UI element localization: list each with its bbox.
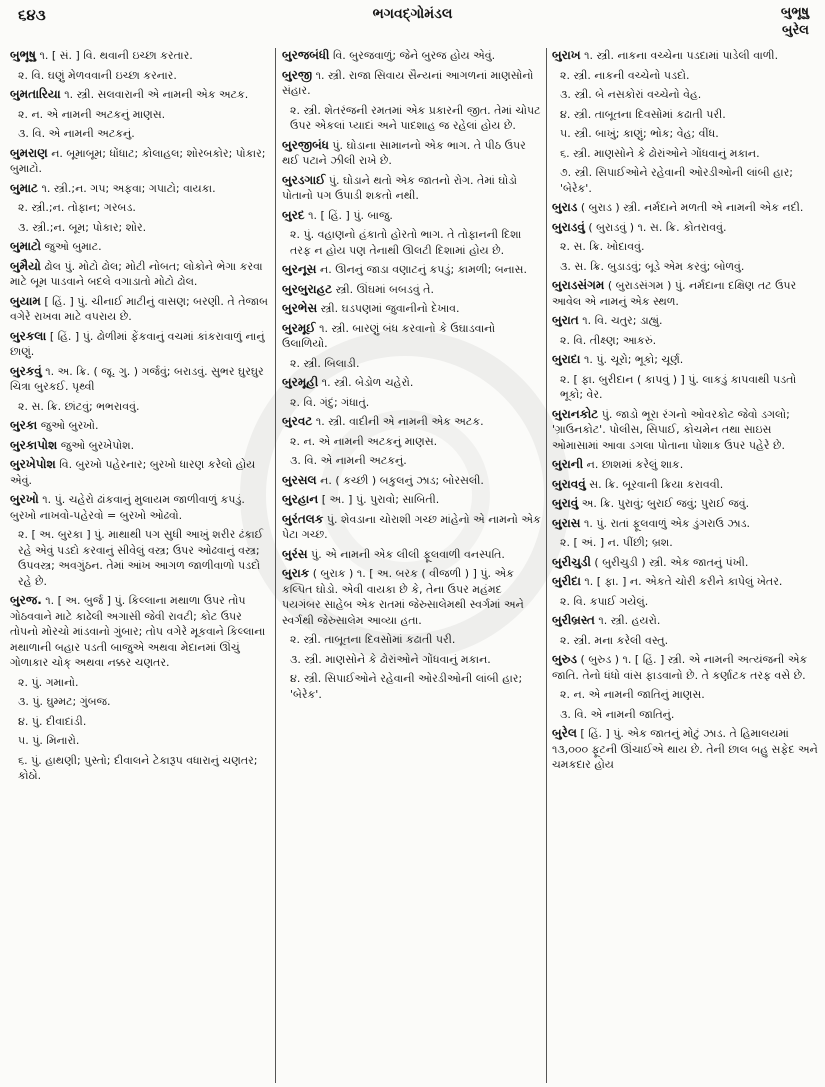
headword: બુરકા [10,418,38,432]
dictionary-entry [280,671,542,702]
headword: બુરીદા [552,574,581,588]
definition-text: ૬. પું. હાથણી; પુસ્તો; દીવાલને ટેકારૂપ વધારાનું ચણતર; કોઠો. [18,753,258,782]
definition-text: ન. ઊનનું જાડા વણાટનું કપડું; કામળી; બનાસ. [320,263,527,276]
headword: બુરીબ્રસ્ત [552,613,595,627]
dictionary-entry [550,126,818,142]
guide-word-top: બુભૂષુ [780,5,809,20]
definition-text: સ્ત્રી. ઊંઘમાં બબડવું તે. [335,282,434,296]
dictionary-entry [280,282,542,298]
dictionary-entry [8,87,270,103]
dictionary-entry [280,547,542,563]
definition-text: ૫. સ્ત્રી. બાખું; કાણું; ભોક; વેહ; વીંધ. [560,127,719,140]
definition-text: ૩. વિ. એ નામની જાતિનું. [560,707,675,721]
dictionary-entry [280,414,542,430]
dictionary-entry [550,613,818,629]
dictionary-entry [8,418,270,434]
headword: બુરાડસંગમ [552,278,605,292]
page-header [0,0,825,44]
dictionary-entry [8,259,270,290]
definition-text: ૨. વિ. કપાઈ ગયેલું. [560,594,649,608]
dictionary-entry [8,329,270,360]
dictionary-entry [280,632,542,648]
headword: બુમૈયો [10,258,41,273]
headword: બુરાવું [552,496,579,510]
definition-text: ૨. ન. એ નામની જાતિનું માણસ. [560,688,705,701]
column-left [8,48,270,1083]
dictionary-entry [550,574,818,590]
headword: બુરજી [282,67,313,82]
definition-text: ( બુરુડ ) ૧. [ હિં. ] સ્ત્રી. એ નામની અત્યંજની એક જાતિ. તેનો ધંધો વાંસ ફાડવાનો છે. તે કર્ણાટક તરફ વસે છે. [552,653,808,682]
definition-text: ૨. સ. ક્રિ. ખોદાવવું. [560,240,645,253]
dictionary-entry [280,48,542,64]
definition-text: જુઓ બુમાટ. [44,240,102,253]
dictionary-entry [280,473,542,489]
dictionary-entry [8,48,270,64]
headword: બુરાવવું [552,476,586,491]
definition-text: પું. જાડો ભૂરા રંગનો ઓવરકોટ જેવો ડગલો; 'ગ્રાઉનકોટ'. પોલીસ, સિપાઈ, કોચમેન તથા સાઇસ ઓમાસામાં આવા ડગલા પોતાના પોશાક ઉપર પહેરે છે. [552,407,790,452]
dictionary-entry [8,126,270,142]
column-divider [546,48,547,1083]
definition-text: ૧. સ્ત્રી.;ન. ગપ; અફવા; ગપાટો; વાયકા. [41,181,216,195]
headword: બુરીચુડી [552,554,591,569]
headword: બુરાસ [552,515,581,530]
headword: બુરખેપોશ [10,457,56,471]
dictionary-entry [550,313,818,329]
definition-text: ૨. સ્ત્રી.;ન. તોફાન; ગરબડ. [18,201,136,214]
guide-words [781,4,809,40]
page-number: ૬૪૩ [18,6,46,24]
dictionary-entry [280,652,542,668]
definition-text: જુઓ બુરખો. [40,419,99,432]
definition-text: ૩. સ્ત્રી. માણસોને કે ઢોરાંઓને ગોંધવાનું મકાન. [290,652,491,666]
headword: બુભૂષુ [10,48,36,62]
dictionary-entry [550,457,818,473]
headword: બુરાત [552,313,579,327]
dictionary-entry [550,555,818,571]
dictionary-entry [280,138,542,169]
dictionary-entry [8,220,270,236]
definition-text: પું. શેવડાના ચોરાશી ગચ્છ માંહેનો એ નામનો એક પેટા ગચ્છ. [282,512,541,541]
headword: બુરનૂસ [282,262,317,276]
definition-text: જુઓ બુરખેપોશ. [60,438,135,452]
definition-text: વિ. બુરખો પહેરનાર; બુરખો ધારણ કરેલો હોય એવું. [10,458,256,487]
dictionary-entry [8,294,270,325]
headword: બુરડગાઈ [282,172,326,187]
headword: બુરંતલક [282,511,324,526]
headword: બુમાટો [10,239,42,253]
dictionary-entry [8,146,270,177]
dictionary-entry [8,675,270,691]
dictionary-entry [550,87,818,103]
dictionary-entry [280,512,542,543]
running-title: ભગવદ્ગોમંડલ [372,6,453,22]
dictionary-entry [550,333,818,349]
dictionary-entry [8,593,270,671]
definition-text: સ્ત્રી. ઘડપણમાં જુવાનીનો દેખાવ. [320,302,460,315]
headword: બુરજબંધી [282,48,330,62]
definition-text: ૩. સ્ત્રી.;ન. બૂમ; પોકાર; શોર. [18,220,147,234]
definition-text: ૨. સ્ત્રી. બિલાડી. [290,356,360,370]
definition-text: ૨. [ ફા. બુરીદાન ( કાપવું ) ] પું. લાકડું કાપવાથી પડતો ભૂકો; વેર. [560,372,797,401]
definition-text: ૩. વિ. એ નામની અટકનું. [290,454,407,467]
dictionary-entry [550,652,818,683]
headword: બુરદ [282,207,305,222]
definition-text: ૭. સ્ત્રી. સિપાઈઓને રહેવાની ઓરડીઓની લાંબી હાર; 'બેરેક'. [560,166,793,195]
definition-text: ( બુરાડ ) સ્ત્રી. નર્મદાને મળતી એ નામની એક નદી. [580,201,804,214]
headword: બુરવટ [282,414,313,428]
definition-text: ૨. સ્ત્રી. નાકની વચ્ચેનો પડદો. [560,68,690,82]
headword: બુરસલ [282,472,317,487]
dictionary-entry [280,68,542,99]
headword: બુરંસ [282,546,308,561]
dictionary-entry [550,146,818,162]
definition-text: ૧. સ્ત્રી. નાકના વચ્ચેના પડદામાં પાડેલી વાળી. [584,49,779,62]
dictionary-entry [280,227,542,258]
definition-text: ૩. પું. ઘુમ્મટ; ગુંબજ. [18,695,111,708]
headword: બુરેલ [552,726,577,740]
dictionary-entry [550,633,818,649]
headword: બુરાની [552,457,584,471]
dictionary-entry [280,103,542,134]
dictionary-entry [8,694,270,710]
definition-text: વિ. બુરજવાળું; જેને બુરજ હોય એવું. [332,49,496,62]
dictionary-entry [550,68,818,84]
definition-text: ૩. સ્ત્રી. બે નસકોરાં વચ્ચેનો વેહ. [560,88,702,101]
dictionary-entry [280,321,542,352]
headword: બુરકલા [10,328,47,343]
dictionary-entry [8,68,270,84]
definition-text: ૪. સ્ત્રી. સિપાઈઓને રહેવાની ઓરડીઓની લાંબી હાર; 'બેરેક'. [290,672,523,701]
definition-text: ૧. [ અ. બુર્જ ] પું. કિલ્લાના મથાળા ઉપર તોપ ગોઠવવાને માટે કાઢેલી અગાસી જેવી રાવટી; કોટ ઉપર તોપનો મોરચો માંડવાનો ગુંબાર; તોપ વગેરે મૂકવાને કિલ્લાના મથાળાની બહાર પડતી બાજુએ અથવા મેદાનમાં ઊંચું ગોળાકાર ચોક્ અથવા નક્કર ચણતર. [10,594,266,669]
dictionary-columns [8,48,818,1083]
definition-text: ૨. સ્ત્રી. મના કરેલી વસ્તુ. [560,633,669,647]
definition-text: ૧. [ હિં. ] પું. બાજુ. [308,208,393,222]
definition-text: ( બુરાક ) ૧. [ અ. બરક ( વીજળી ) ] પું. એક કલ્પિત ઘોડો. એવી વાયકા છે કે, તેના ઉપર મહંમદ પયગંબર સાહેબ એક રાતમાં જેરુસાલેમથી સ્વર્ગમાં અને સ્વર્ગથી જેરુસાલેમ આવ્યા હતા. [282,567,524,627]
definition-text: ૧. સ્ત્રી. વાદીની એ નામની એક અટક. [315,415,484,428]
definition-text: ( બુરાડસંગમ ) પું. નર્મદાના દક્ષિણ તટ ઉપર આવેલ એ નામનું એક સ્થળ. [552,279,797,308]
dictionary-entry [550,726,818,773]
definition-text: ૪. પું. દીવાદાંડી. [18,714,87,728]
definition-text: ૧. પું. રાતાં ફૂલવાળું એક ડુંગરાઉ ઝાડ. [584,516,751,530]
definition-text: [ હિં. ] પું. એક જાતનું મોટું ઝાડ. તે હિમાલયમાં ૧૩,૦૦૦ ફૂટની ઊંચાઈએ થાય છે. તેની છાલ બહુ સફેદ અને ચમકદાર હોય [552,727,818,771]
dictionary-entry [8,438,270,454]
definition-text: ન. ( કચ્છી ) બકુલનું ઝાડ; બોરસલી. [320,473,484,487]
headword: બુરખો [10,492,39,506]
definition-text: ૧. [ સં. ] વિ. થવાની ઇચ્છા કરતાર. [39,49,193,62]
dictionary-entry [550,496,818,512]
dictionary-entry [280,375,542,391]
definition-text: ૨. વિ. ગંદું; ગંધાતું. [290,395,370,409]
dictionary-entry [8,181,270,197]
definition-text: [ હિં. ] પું. ચીનાઈ માટીનું વાસણ; બરણી. તે તેજાબ વગેરે રાખવા માટે વપરાય છે. [10,294,268,323]
dictionary-entry [550,352,818,368]
definition-text: ૨. સ્ત્રી. તાબૂતના દિવસોમાં કઢાતી પરી. [290,633,456,646]
dictionary-entry [550,372,818,403]
definition-text: ૨. ન. એ નામની અટકનું માણસ. [290,434,438,448]
definition-text: ૧. સ્ત્રી. બારણું બંધ કરવાનો કે ઉઘાડવાનો ઉલાળિયો. [282,321,496,350]
dictionary-entry [8,457,270,488]
definition-text: સ. ક્રિ. બૂરવાની ક્રિયા કરાવવી. [589,477,724,491]
dictionary-entry [8,399,270,415]
definition-text: ( બુરીચુડી ) સ્ત્રી. એક જાતનું પંખી. [594,555,749,569]
definition-text: ઢોલ પું. મોટો ઢોલ; મોટી નોબત; લોકોને ભેગા કરવા માટે બૂમ પાડવાને બદલે વગાડાતો મોટો ઢોલ. [10,259,263,288]
definition-text: ૨. [ અં. ] ન. પીંછી; બ્રશ. [560,536,673,549]
headword: બુરાનકોટ [552,406,599,421]
dictionary-entry [550,278,818,309]
dictionary-entry [550,407,818,454]
headword: બુરાડ [552,200,578,214]
definition-text: ૧. [ ફા. ] ન. એકતે ચોરી કરીને કાપેલું ખેતર. [584,575,783,588]
dictionary-entry [8,753,270,784]
dictionary-entry [280,262,542,278]
definition-text: [ હિં. ] પું. ઢોળીમાં ફેંકવાનું વચમાં કાંકરાવાળું નાનું છાણું. [10,329,265,358]
headword: બુરાડવું [552,219,585,234]
definition-text: પું. ઘોડાના સામાનનો એક ભાગ. તે પીઠ ઉપર થઈ પટાને ઝીલી રાખે છે. [282,138,526,167]
dictionary-entry [8,492,270,523]
definition-text: ૧. પું. ચહેરો ઢાંકવાનું મુલાયમ જાળીવાળું કપડું. બુરખો નાખવો-પહેરવો = બુરખો ઓઢવો. [10,493,245,522]
headword: બુરાખ [552,48,581,62]
dictionary-entry [280,395,542,411]
headword: બુરજીબંધ [282,137,329,152]
dictionary-entry [8,714,270,730]
dictionary-entry [550,594,818,610]
definition-text: ૧. સ્ત્રી. રાજા સિવાય સૈન્યનાં આગળનાં માણસોનો સંહાર. [282,68,534,97]
dictionary-entry [8,527,270,589]
headword: બુરકાપોશ [10,437,58,452]
definition-text: [ અ. ] પું. પુરાવો; સાબિતી. [321,493,440,506]
headword: બુરમૂહી [282,375,319,389]
dictionary-entry [550,477,818,493]
headword: બુમતારિયા [10,87,61,101]
dictionary-entry [550,48,818,64]
definition-text: ૪. સ્ત્રી. તાબૂતના દિવસોમાં કઢાતી પરી. [560,107,726,121]
dictionary-entry [8,733,270,749]
dictionary-entry [280,566,542,628]
dictionary-entry [550,239,818,255]
dictionary-entry [550,259,818,275]
dictionary-entry [280,492,542,508]
definition-text: ૨. સ. ક્રિ. છાંટવું; ભભરાવવું. [18,399,140,413]
headword: બુરબુરાહટ [282,281,333,296]
definition-text: પું. એ નામની એક લીલી ફૂલવાળી વનસ્પતિ. [311,547,505,561]
dictionary-entry [280,173,542,204]
dictionary-entry [280,208,542,224]
definition-text: ૩. વિ. એ નામની અટકનું. [18,127,135,140]
dictionary-entry [550,220,818,236]
headword: બુરભેસ [282,301,318,315]
definition-text: ૨. [ અ. બુરકા ] પું. માથાથી પગ સુધી આખું શરીર ઢંકાઈ રહે એવું પડદો કરવાનું સીવેલું વસ્ત્ર; ઉપર ઓઢવાનું વસ્ત્ર; ઉપવસ્ત્ર; અવગુંઠન. તેમાં આંખ આગળ જાળીવાળો પડદો રહે છે. [18,528,264,588]
column-right [550,48,818,1083]
definition-text: ૧. પું. ચૂરો; ભૂકો; ચૂર્ણ. [583,353,684,366]
headword: બુમાટ [10,180,39,195]
headword: બુરહાન [282,492,319,506]
guide-word-bottom: બુરેલ [782,23,809,38]
definition-text: ૬. સ્ત્રી. માણસોને કે ઢોરાંઓને ગોંધવાનું મકાન. [560,146,760,160]
definition-text: ૧. અ. ક્રિ. ( જૂ. ગુ. ) ગર્જવું; બરાડવું. સુભર ઘુરઘુર ચિત્રા બુરકઈ. પૃથ્વી [10,364,264,393]
headword: બુરકવું [10,363,42,378]
definition-text: ૧. સ્ત્રી. હયરો. [598,614,661,627]
dictionary-entry [550,707,818,723]
dictionary-entry [280,356,542,372]
headword: બુરજ. [10,593,42,607]
dictionary-entry [8,364,270,395]
dictionary-entry [550,200,818,216]
definition-text: ન. બૂમાબૂમ; ધોંધાટ; કોલાહલ; શોરબકોર; પોકાર; બુમાટો. [10,146,266,175]
definition-text: અ. ક્રિ. પુરાવું; બુરાઈ જવું; પુરાઈ જવું. [581,497,750,510]
dictionary-entry [550,107,818,123]
definition-text: ૫. પું. મિનારો. [18,734,80,747]
definition-text: ૨. વિ. તીક્ષ્ણ; આકરું. [560,333,657,347]
headword: બુરુડ [552,652,578,666]
definition-text: ૧. સ્ત્રી. બેડોળ ચહેરો. [321,376,414,389]
dictionary-entry [550,165,818,196]
headword: બુરમૂઈ [282,320,316,335]
column-middle [280,48,542,1083]
dictionary-entry [550,687,818,703]
definition-text: ૨. પું. વહાણનો હંકાતો હોરતો ભાગ. તે તોફાનની દિશા તરફ ન હોય પણ તેનાથી ઊલટી દિશામાં હોય છે. [290,228,522,257]
definition-text: ( બુરાડવું ) ૧. સ. ક્રિ. કોતરાવવું. [588,220,727,234]
headword: બુમરાણ [10,145,48,160]
dictionary-entry [8,239,270,255]
dictionary-entry [280,434,542,450]
definition-text: ૨. સ્ત્રી. શેતરંજની રમતમાં એક પ્રકારની જીત. તેમાં ચોપટ ઉપર એકલાં પ્યાદાં અને પાદશાહ જ રહેલાં હોય છે. [290,103,541,132]
definition-text: ૧. સ્ત્રી. સલવારાની એ નામની એક અટક. [64,88,249,101]
definition-text: ૨. ન. એ નામની અટકનું માણસ. [18,107,166,121]
definition-text: ૨. પું. ગમાનો. [18,675,79,689]
dictionary-entry [8,200,270,216]
dictionary-entry [280,453,542,469]
definition-text: ન. છાશમાં કરેલું શાક. [586,458,684,471]
dictionary-entry [8,107,270,123]
definition-text: ૩. સ. ક્રિ. બુડાડવું; બૂડે એમ કરવું; બોળવું. [560,259,745,273]
dictionary-entry [280,301,542,317]
headword: બુરાદા [552,352,581,366]
definition-text: પું. ઘોડાને થતો એક જાતનો રોગ. તેમાં ઘોડો પોતાનો પગ ઉપાડી શકતો નથી. [282,173,518,202]
headword: બુયામ [10,293,41,308]
dictionary-entry [550,516,818,532]
definition-text: ૧. વિ. ચતુર; ડાહ્યું. [582,314,663,327]
headword: બુરાક [282,566,310,580]
definition-text: ૨. વિ. ઘણું મેળવવાની ઇચ્છા કરનાર. [18,68,177,82]
dictionary-entry [550,535,818,551]
column-divider [275,48,276,1083]
